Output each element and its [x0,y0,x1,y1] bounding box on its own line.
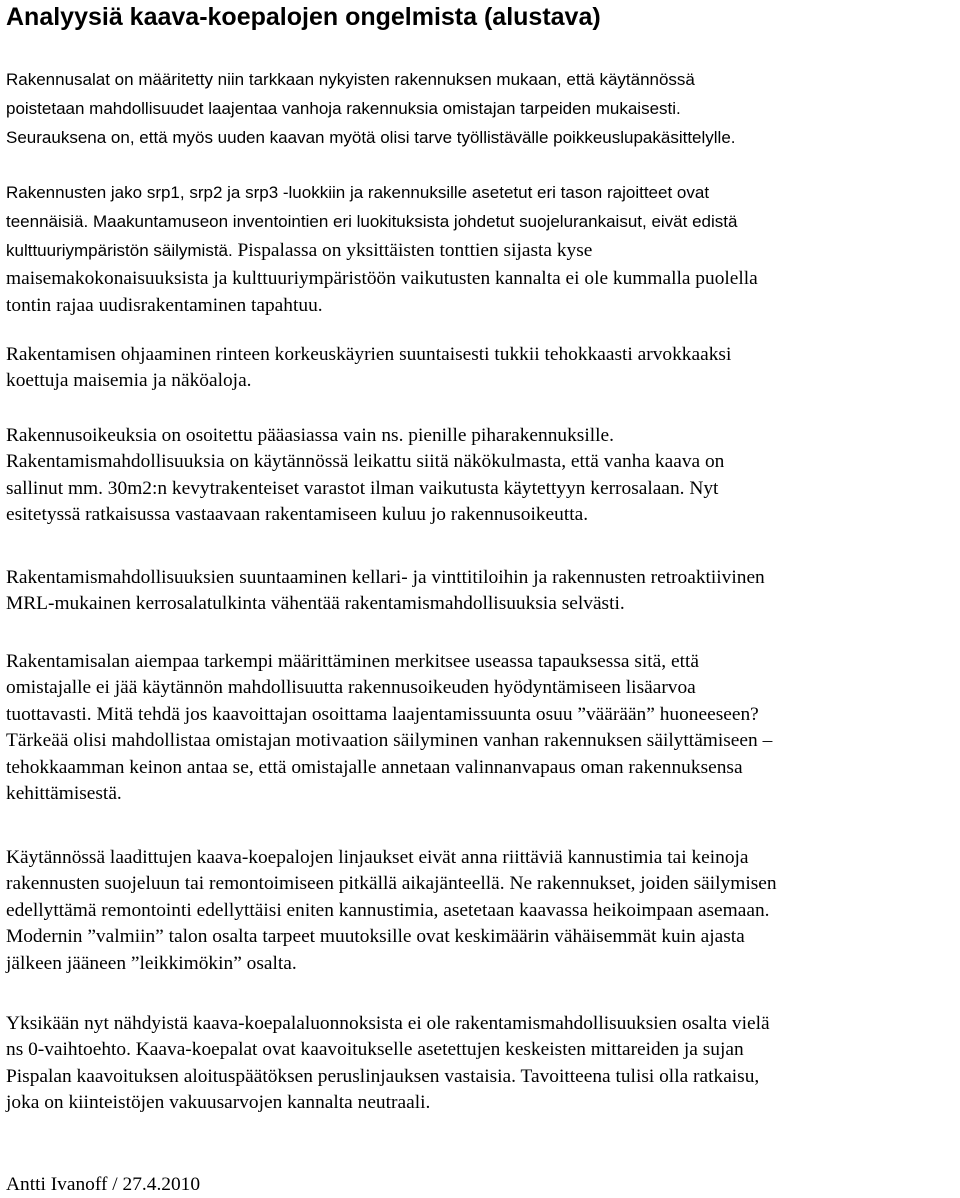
paragraph-4 [6,423,956,529]
paragraph-line: ns 0-vaihtoehto. Kaava-koepalat ovat kaavoitukselle asetettujen keskeisten mittareiden ja sujan [6,1039,744,1061]
paragraph-line: Modernin ”valmiin” talon osalta tarpeet muutoksille ovat keskimäärin vähäisemmät kuin ajasta [6,926,745,948]
paragraph-6 [6,649,956,807]
author-date: Antti Ivanoff / 27.4.2010 [6,1174,201,1195]
paragraph-7 [6,845,956,977]
paragraph-line-part: kulttuuriympäristön säilymistä. [6,241,233,260]
paragraph-line: Rakentamisalan aiempaa tarkempi määrittäminen merkitsee useassa tapauksessa sitä, että [6,651,699,672]
paragraph-5 [6,565,956,618]
paragraph-3 [6,342,956,395]
paragraph-line: Yksikään nyt nähdyistä kaava-koepalaluonnoksista ei ole rakentamismahdollisuuksien osalta vielä [6,1013,770,1034]
paragraph-line: Rakennusoikeuksia on osoitettu pääasiassa vain ns. pienille piharakennuksille. [6,425,614,446]
paragraph-2 [6,178,956,319]
paragraph-line: sallinut mm. 30m2:n kevytrakenteiset varastot ilman vaikutusta käytettyyn kerrosalaan. Nyt [6,477,719,499]
paragraph-line: Rakentamismahdollisuuksien suuntaaminen kellari- ja vinttitiloihin ja rakennusten retroaktiivinen [6,567,765,588]
paragraph-line: Pispalan kaavoituksen aloituspäätöksen peruslinjauksen vastaisia. Tavoitteena tulisi olla ratkaisu, [6,1065,760,1087]
paragraph-line: omistajalle ei jää käytännön mahdollisuutta rakennusoikeuden hyödyntämiseen lisäarvoa [6,677,696,699]
paragraph-line: koettuja maisemia ja näköaloja. [6,370,252,392]
paragraph-line: Rakennusalat on määritetty niin tarkkaan nykyisten rakennuksen mukaan, että käytännössä [6,70,695,89]
paragraph-line-part: Pispalassa on yksittäisten tonttien sijasta kyse [237,240,593,261]
paragraph-line: esitetyssä ratkaisussa vastaavaan rakentamiseen kuluu jo rakennusoikeutta. [6,504,589,526]
paragraph-line: Käytännössä laadittujen kaava-koepalojen linjaukset eivät anna riittäviä kannustimia tai keinoja [6,847,749,868]
paragraph-line: Rakentamismahdollisuuksia on käytännössä leikattu siitä näkökulmasta, että vanha kaava on [6,451,725,473]
paragraph-8 [6,1011,956,1117]
paragraph-1 [6,65,956,152]
paragraph-line: poistetaan mahdollisuudet laajentaa vanhoja rakennuksia omistajan tarpeiden mukaisesti. [6,99,681,118]
paragraph-line: tehokkaamman keinon antaa se, että omistajalle annetaan valinnanvapaus oman rakennuksensa [6,756,743,778]
paragraph-line: Tärkeää olisi mahdollistaa omistajan motivaation säilyminen vanhan rakennuksen säilyttämiseen – [6,730,773,752]
paragraph-line: Seurauksena on, että myös uuden kaavan myötä olisi tarve työllistävälle poikkeuslupakäsittelylle. [6,128,736,147]
paragraph-line: tuottavasti. Mitä tehdä jos kaavoittajan osoittama laajentamissuunta osuu ”väärään” huoneeseen? [6,703,759,725]
paragraph-line: tontin rajaa uudisrakentaminen tapahtuu. [6,295,323,316]
paragraph-line: rakennusten suojeluun tai remontoimiseen pitkällä aikajänteellä. Ne rakennukset, joiden säilymisen [6,873,777,895]
document-title: Analyysiä kaava-koepalojen ongelmista (alustava) [6,3,601,31]
paragraph-line: teennäisiä. Maakuntamuseon inventointien eri luokituksista johdetut suojelurankaisut, eivät edistä [6,212,738,231]
paragraph-line: Rakennusten jako srp1, srp2 ja srp3 -luokkiin ja rakennuksille asetetut eri tason rajoitteet ovat [6,183,710,202]
paragraph-line [6,236,956,265]
paragraph-line: MRL-mukainen kerrosalatulkinta vähentää rakentamismahdollisuuksia selvästi. [6,593,625,615]
paragraph-line: edellyttämä remontointi edellyttäisi eniten kannustimia, asetetaan kaavassa heikoimpaan asemaan. [6,899,770,921]
paragraph-line: kehittämisestä. [6,783,122,805]
paragraph-line: joka on kiinteistöjen vakuusarvojen kannalta neutraali. [6,1092,431,1114]
paragraph-line: Rakentamisen ohjaaminen rinteen korkeuskäyrien suuntaisesti tukkii tehokkaasti arvokkaaksi [6,344,732,365]
paragraph-line: maisemakokonaisuuksista ja kulttuuriympäristöön vaikutusten kannalta ei ole kummalla puolella [6,268,758,289]
paragraph-line: jälkeen jääneen ”leikkimökin” osalta. [6,952,297,974]
